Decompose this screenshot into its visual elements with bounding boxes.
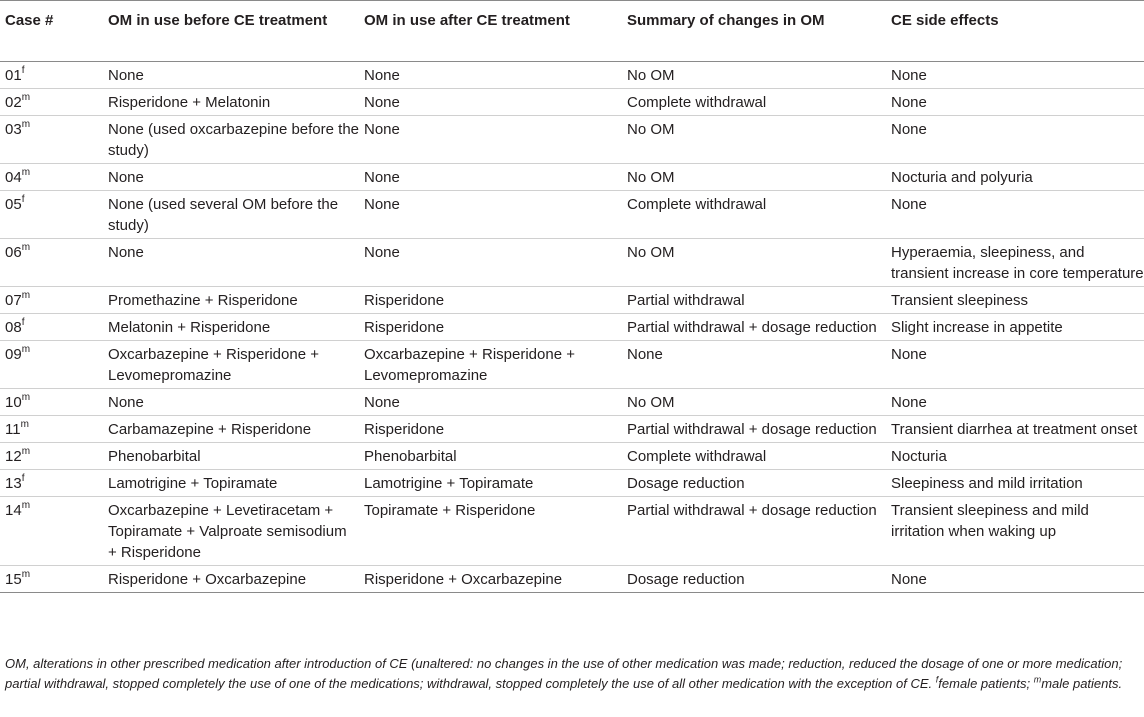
footnote-m-mark: m — [1033, 674, 1042, 685]
cell-side-effects: None — [891, 394, 927, 411]
case-number: 07 — [5, 292, 22, 309]
cell-summary: No OM — [627, 121, 675, 138]
case-sex-marker: m — [21, 242, 31, 253]
table-row — [0, 287, 1144, 314]
cell-om-before: Risperidone + Oxcarbazepine — [108, 571, 307, 588]
footnote-f-mark: f — [935, 674, 939, 685]
cell-summary: Partial withdrawal + dosage reduction — [627, 502, 877, 519]
table-row — [0, 191, 1144, 239]
cell-summary: Dosage reduction — [627, 571, 745, 588]
cell-side-effects: Nocturia — [891, 448, 947, 465]
case-sex-marker: m — [21, 119, 31, 130]
cell-om-before: None — [108, 67, 144, 84]
cell-om-before: Phenobarbital — [108, 448, 201, 465]
cell-om-before: None — [108, 244, 144, 261]
header-side-effects: CE side effects — [891, 12, 999, 29]
case-sex-marker: f — [21, 317, 25, 328]
cell-side-effects: Sleepiness and mild irritation — [891, 475, 1083, 492]
cell-case — [0, 566, 103, 593]
cell-om-before: Melatonin + Risperidone — [108, 319, 271, 336]
table-row — [0, 341, 1144, 389]
case-number: 15 — [5, 571, 22, 588]
cell-case — [0, 191, 103, 239]
cell-summary: No OM — [627, 67, 675, 84]
case-sex-marker: m — [21, 446, 31, 457]
table-row — [0, 470, 1144, 497]
case-sex-marker: f — [21, 473, 25, 484]
case-sex-marker: m — [20, 419, 29, 430]
table-row — [0, 566, 1144, 593]
cell-om-after: Topiramate + Risperidone — [364, 502, 536, 519]
cell-summary: Complete withdrawal — [627, 448, 767, 465]
cell-om-before: Promethazine + Risperidone — [108, 292, 298, 309]
cell-case — [0, 239, 103, 287]
table-row — [0, 89, 1144, 116]
cell-om-after: None — [364, 394, 400, 411]
table-footnote — [5, 654, 1135, 694]
cell-om-after: Lamotrigine + Topiramate — [364, 475, 534, 492]
cell-om-before: None (used several OM before the study) — [108, 196, 339, 234]
cell-summary: Complete withdrawal — [627, 196, 767, 213]
cell-om-before: None (used oxcarbazepine before the study) — [108, 121, 360, 159]
cell-om-after: None — [364, 121, 400, 138]
cell-om-after: None — [364, 94, 400, 111]
table-row — [0, 164, 1144, 191]
case-number: 14 — [5, 502, 22, 519]
cell-om-after: Risperidone — [364, 292, 445, 309]
cell-om-after: None — [364, 169, 400, 186]
cell-side-effects: None — [891, 196, 927, 213]
case-number: 04 — [5, 169, 22, 186]
case-sex-marker: m — [21, 92, 31, 103]
cell-om-after: Phenobarbital — [364, 448, 457, 465]
cell-om-after: Risperidone — [364, 319, 445, 336]
table-row — [0, 443, 1144, 470]
cell-summary: Partial withdrawal + dosage reduction — [627, 319, 877, 336]
cell-case — [0, 62, 103, 89]
cell-case — [0, 164, 103, 191]
header-summary: Summary of changes in OM — [627, 12, 825, 29]
case-number: 05 — [5, 196, 22, 213]
cell-om-after: None — [364, 67, 400, 84]
cell-summary: Dosage reduction — [627, 475, 745, 492]
cell-side-effects: None — [891, 67, 927, 84]
cell-side-effects: Hyperaemia, sleepiness, and transient increase in core temperature — [891, 244, 1144, 282]
cell-side-effects: None — [891, 346, 927, 363]
header-om-before: OM in use before CE treatment — [108, 12, 328, 29]
cell-om-before: Oxcarbazepine + Levetiracetam + Topiramate + Valproate semisodium + Risperidone — [108, 502, 347, 561]
cell-side-effects: None — [891, 94, 927, 111]
table-header-row — [0, 1, 1144, 62]
case-number: 11 — [5, 421, 21, 438]
cell-side-effects: Slight increase in appetite — [891, 319, 1063, 336]
cell-case — [0, 497, 103, 566]
cell-summary: None — [627, 346, 663, 363]
cell-om-before: None — [108, 169, 144, 186]
table-row — [0, 239, 1144, 287]
cell-case — [0, 470, 103, 497]
header-om-after: OM in use after CE treatment — [364, 12, 570, 29]
cell-summary: No OM — [627, 394, 675, 411]
case-sex-marker: m — [21, 290, 31, 301]
cell-case — [0, 314, 103, 341]
cell-om-before: Oxcarbazepine + Risperidone + Levomepromazine — [108, 346, 319, 384]
case-number: 12 — [5, 448, 22, 465]
cell-side-effects: Transient diarrhea at treatment onset — [891, 421, 1138, 438]
case-sex-marker: f — [21, 65, 25, 76]
cell-side-effects: Nocturia and polyuria — [891, 169, 1033, 186]
cell-side-effects: None — [891, 571, 927, 588]
cell-om-before: Risperidone + Melatonin — [108, 94, 271, 111]
cell-om-before: None — [108, 394, 144, 411]
cell-case — [0, 416, 103, 443]
footnote-main: OM, alterations in other prescribed medication after introduction of CE (unaltered: no changes in the use of other medication was made; reduction, reduced the dosage of one or more medication; partial withdrawal, stopped completely the use of one of the medications; withdrawal, stopped completely the use of all other medication with the exception of CE. — [5, 656, 1123, 691]
header-case: Case # — [5, 12, 54, 29]
cell-om-after: None — [364, 244, 400, 261]
table-row — [0, 416, 1144, 443]
cell-case — [0, 443, 103, 470]
table-row — [0, 497, 1144, 566]
case-sex-marker: m — [21, 344, 31, 355]
case-number: 09 — [5, 346, 22, 363]
footnote-m-text: male patients. — [1041, 676, 1123, 691]
table-row — [0, 62, 1144, 89]
case-sex-marker: m — [21, 569, 31, 580]
case-number: 08 — [5, 319, 22, 336]
case-number: 06 — [5, 244, 22, 261]
cell-summary: Complete withdrawal — [627, 94, 767, 111]
cell-om-before: Carbamazepine + Risperidone — [108, 421, 312, 438]
cell-side-effects: Transient sleepiness — [891, 292, 1029, 309]
cell-summary: No OM — [627, 169, 675, 186]
table-row — [0, 116, 1144, 164]
footnote-f-text: female patients; — [938, 676, 1031, 691]
table-row — [0, 314, 1144, 341]
case-number: 01 — [5, 67, 22, 84]
case-number: 10 — [5, 394, 22, 411]
cell-case — [0, 341, 103, 389]
cell-om-after: None — [364, 196, 400, 213]
case-number: 13 — [5, 475, 22, 492]
cell-om-after: Risperidone + Oxcarbazepine — [364, 571, 563, 588]
case-sex-marker: f — [21, 194, 25, 205]
table-row — [0, 389, 1144, 416]
case-number: 03 — [5, 121, 22, 138]
cell-side-effects: None — [891, 121, 927, 138]
case-sex-marker: m — [21, 167, 31, 178]
cell-om-before: Lamotrigine + Topiramate — [108, 475, 278, 492]
cell-case — [0, 89, 103, 116]
cell-summary: No OM — [627, 244, 675, 261]
case-sex-marker: m — [21, 500, 31, 511]
cell-om-after: Oxcarbazepine + Risperidone + Levomepromazine — [364, 346, 575, 384]
cell-side-effects: Transient sleepiness and mild irritation when waking up — [891, 502, 1089, 540]
cell-om-after: Risperidone — [364, 421, 445, 438]
cell-case — [0, 389, 103, 416]
case-number: 02 — [5, 94, 22, 111]
case-sex-marker: m — [21, 392, 31, 403]
cell-summary: Partial withdrawal + dosage reduction — [627, 421, 877, 438]
cell-summary: Partial withdrawal — [627, 292, 745, 309]
cell-case — [0, 116, 103, 164]
table-body — [0, 62, 1144, 593]
cell-case — [0, 287, 103, 314]
